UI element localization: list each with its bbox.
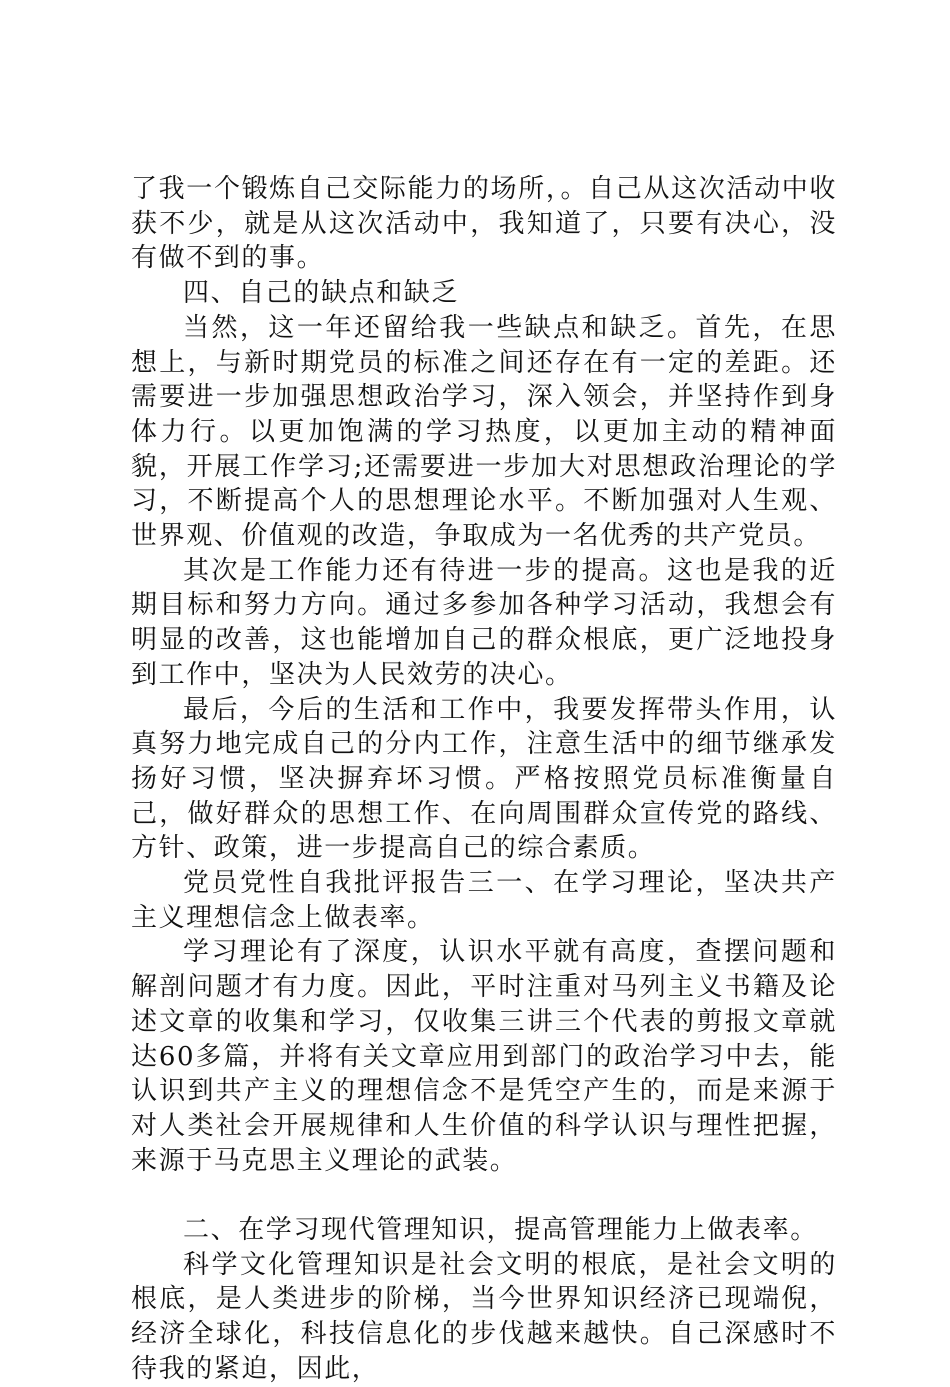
document-body [131, 172, 837, 1387]
paragraph-3: 其次是工作能力还有待进一步的提高。这也是我的近期目标和努力方向。通过多参加各种学习活动，我想会有明显的改善，这也能增加自己的群众根底，更广泛地投身到工作中，坚决为人民效劳的决心。 [131, 555, 837, 690]
section-heading-2: 二、在学习现代管理知识，提高管理能力上做表率。 [183, 1215, 818, 1246]
paragraph-6: 科学文化管理知识是社会文明的根底，是社会文明的根底，是人类进步的阶梯，当今世界知识经济已现端倪，经济全球化，科技信息化的步伐越来越快。自己深感时不待我的紧迫，因此， [131, 1249, 837, 1384]
section-heading-4: 四、自己的缺点和缺乏 [183, 278, 460, 309]
blank-line [131, 1178, 837, 1213]
paragraph-4: 最后，今后的生活和工作中，我要发挥带头作用，认真努力地完成自己的分内工作，注意生活中的细节继承发扬好习惯，坚决摒弃坏习惯。严格按照党员标准衡量自己，做好群众的思想工作、在向周围群众宣传党的路线、方针、政策，进一步提高自己的综合素质。 [131, 694, 837, 864]
paragraph-1: 了我一个锻炼自己交际能力的场所，。自己从这次活动中收获不少，就是从这次活动中，我知道了，只要有决心，没有做不到的事。 [131, 174, 837, 274]
paragraph-2: 当然，这一年还留给我一些缺点和缺乏。首先，在思想上，与新时期党员的标准之间还存在有一定的差距。还需要进一步加强思想政治学习，深入领会，并坚持作到身体力行。以更加饱满的学习热度，以更加主动的精神面貌，开展工作学习;还需要进一步加大对思想政治理论的学习，不断提高个人的思想理论水平。不断加强对人生观、世界观、价值观的改造，争取成为一名优秀的共产党员。 [131, 312, 837, 552]
paragraph-5: 学习理论有了深度，认识水平就有高度，查摆问题和解剖问题才有力度。因此，平时注重对马列主义书籍及论述文章的收集和学习，仅收集三讲三个代表的剪报文章就达60多篇，并将有关文章应用到部门的政治学习中去，能认识到共产主义的理想信念不是凭空产生的，而是来源于对人类社会开展规律和人生价值的科学认识与理性把握，来源于马克思主义理论的武装。 [131, 937, 837, 1176]
report-three-heading: 党员党性自我批评报告三一、在学习理论，坚决共产主义理想信念上做表率。 [131, 868, 837, 933]
